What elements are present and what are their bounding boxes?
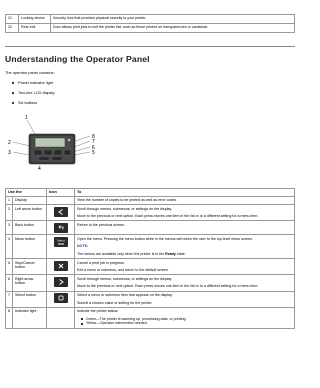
table-row xyxy=(6,24,295,33)
component-table xyxy=(5,14,295,33)
header-use: Use the xyxy=(6,189,47,197)
operator-panel-illustration xyxy=(6,114,106,172)
control-name: Indicator light xyxy=(13,307,47,328)
operator-panel-table xyxy=(5,188,295,329)
list-item: Yellow—Operator intervention needed. xyxy=(77,321,292,326)
icon-cell xyxy=(47,259,75,275)
component-name: Locking device xyxy=(19,15,51,24)
component-name: Rear exit xyxy=(19,24,51,33)
callout-6: 6 xyxy=(92,145,95,151)
callout-1: 1 xyxy=(25,115,28,121)
select-icon xyxy=(54,293,68,303)
control-name: Menu button xyxy=(13,235,47,259)
menu-icon xyxy=(54,237,68,247)
row-number: 4 xyxy=(6,235,13,259)
component-description: Door allows print jobs to exit the printer flat, such as those printed on transparencies or cardstock. xyxy=(51,24,295,33)
control-description: Open the menu. Pressing the menu button while in the menus will return the user to the top level menu screen. NOTE: The menus are available only when the printer is in the Ready state. xyxy=(75,235,295,259)
icon-cell xyxy=(47,291,75,307)
section-title: Understanding the Operator Panel xyxy=(5,54,150,64)
control-name: Right arrow button xyxy=(13,275,47,291)
bullet-item: Two-line LCD display xyxy=(18,90,238,95)
control-description: Indicate the printer status: Green—The printer is warming up, processing data, or printing. Yellow—Operator intervention needed. xyxy=(75,307,295,328)
callout-8: 8 xyxy=(92,134,95,140)
control-description: Return to the previous screen. xyxy=(75,221,295,235)
table-row xyxy=(6,196,295,205)
bullet-item: Six buttons xyxy=(18,100,238,105)
control-description: Cancel a print job in progress. Exit a menu or submenu, and return to the default screen. xyxy=(75,259,295,275)
note-label: NOTE: xyxy=(77,244,89,249)
control-description: Scroll through menus, submenus, or settings on the display. Move to the previous or next option. Each press moves one item in the list or to a different setting for a menu item. xyxy=(75,205,295,221)
header-icon: Icon xyxy=(47,189,75,197)
callout-3: 3 xyxy=(8,150,11,156)
row-number: 5 xyxy=(6,259,13,275)
table-row xyxy=(6,307,295,328)
svg-text:Menu: Menu xyxy=(56,238,65,243)
control-description: View the number of copies to be printed as well as error codes. xyxy=(75,196,295,205)
table-row xyxy=(6,235,295,259)
icon-cell xyxy=(47,235,75,259)
right-arrow-icon xyxy=(54,277,68,287)
row-number: 8 xyxy=(6,307,13,328)
row-number: 1 xyxy=(6,196,13,205)
table-row xyxy=(6,291,295,307)
table-row xyxy=(6,259,295,275)
table-row xyxy=(6,15,295,24)
table-header-row xyxy=(6,189,295,197)
callout-2: 2 xyxy=(8,140,11,146)
row-number: 22 xyxy=(6,24,19,33)
list-item: Green—The printer is warming up, processing data, or printing. xyxy=(77,317,292,322)
left-arrow-icon xyxy=(54,207,68,217)
row-number: 6 xyxy=(6,275,13,291)
header-to: To xyxy=(75,189,295,197)
icon-cell xyxy=(47,307,75,328)
icon-cell xyxy=(47,205,75,221)
control-description: Select a menu or submenu item that appears on the display. Submit a chosen value or setting for the printer. xyxy=(75,291,295,307)
callout-5: 5 xyxy=(92,150,95,156)
control-description: Scroll through menus, submenus, or settings on the display. Move to the previous or next option. Each press moves one item in the list or to a different setting for a menu item. xyxy=(75,275,295,291)
icon-cell xyxy=(47,196,75,205)
table-row xyxy=(6,221,295,235)
control-name: Stop/Cancel button xyxy=(13,259,47,275)
row-number: 7 xyxy=(6,291,13,307)
icon-cell xyxy=(47,221,75,235)
stop-icon xyxy=(54,261,68,271)
bullet-item: Power indicator light xyxy=(18,80,238,85)
row-number: 2 xyxy=(6,205,13,221)
control-name: Display xyxy=(13,196,47,205)
back-icon xyxy=(54,223,68,233)
callout-4: 4 xyxy=(38,166,41,172)
section-intro: The operator panel contains: xyxy=(5,70,55,75)
component-description: Security lock that provides physical security to your printer. xyxy=(51,15,295,24)
control-name: Select button xyxy=(13,291,47,307)
row-number: 21 xyxy=(6,15,19,24)
row-number: 3 xyxy=(6,221,13,235)
control-name: Back button xyxy=(13,221,47,235)
section-divider xyxy=(5,46,295,47)
table-row xyxy=(6,275,295,291)
control-name: Left arrow button xyxy=(13,205,47,221)
table-row xyxy=(6,205,295,221)
callout-7: 7 xyxy=(92,139,95,145)
icon-cell xyxy=(47,275,75,291)
